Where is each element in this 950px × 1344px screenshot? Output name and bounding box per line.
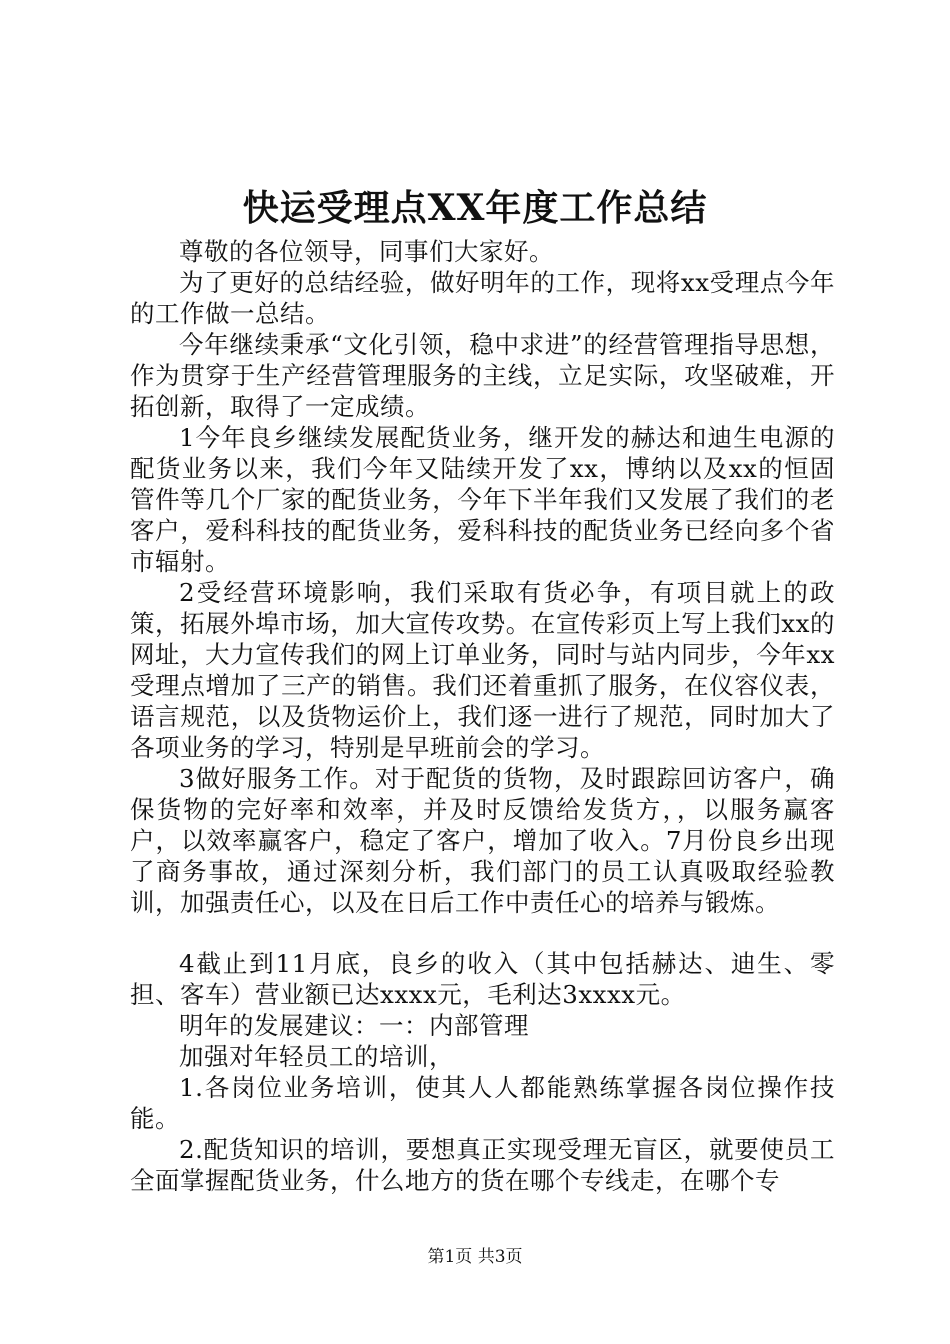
paragraph-intro: 为了更好的总结经验，做好明年的工作，现将xx受理点今年的工作做一总结。 [130,268,835,328]
paragraph-point-1: 1今年良乡继续发展配货业务，继开发的赫达和迪生电源的配货业务以来，我们今年又陆续开发了xx，博纳以及xx的恒固管件等几个厂家的配货业务，今年下半年我们又发展了我们的老客户，爱科科技的配货业务，爱科科技的配货业务已经向多个省市辐射。 [130,423,835,576]
paragraph-point-4: 4截止到11月底，良乡的收入（其中包括赫达、迪生、零担、客车）营业额已达xxxx元，毛利达3xxxx元。 [130,949,835,1009]
paragraph-training-1: 1.各岗位业务培训，使其人人都能熟练掌握各岗位操作技能。 [130,1073,835,1133]
document-body [130,236,835,1196]
paragraph-suggestion-heading: 明年的发展建议：一：内部管理 [179,1011,529,1040]
paragraph-training: 加强对年轻员工的培训， [179,1042,454,1071]
paragraph-point-2: 2受经营环境影响，我们采取有货必争，有项目就上的政策，拓展外埠市场，加大宣传攻势。在宣传彩页上写上我们xx的网址，大力宣传我们的网上订单业务，同时与站内同步，今年xx受理点增加了三产的销售。我们还着重抓了服务，在仪容仪表，语言规范，以及货物运价上，我们逐一进行了规范，同时加大了各项业务的学习，特别是早班前会的学习。 [130,578,835,762]
paragraph-guiding-idea: 今年继续秉承“文化引领，稳中求进”的经营管理指导思想，作为贯穿于生产经营管理服务的主线，立足实际，攻坚破难，开拓创新，取得了一定成绩。 [130,330,835,421]
paragraph-greeting: 尊敬的各位领导，同事们大家好。 [179,237,554,266]
page-footer: 第1页 共3页 [427,1247,523,1267]
document-title: 快运受理点XX年度工作总结 [242,187,708,229]
paragraph-point-3: 3做好服务工作。对于配货的货物，及时跟踪回访客户，确保货物的完好率和效率，并及时反馈给发货方，，以服务赢客户，以效率赢客户，稳定了客户，增加了收入。7月份良乡出现了商务事故，通过深刻分析，我们部门的员工认真吸取经验教训，加强责任心，以及在日后工作中责任心的培养与锻炼。 [130,764,835,917]
paragraph-training-2: 2.配货知识的培训，要想真正实现受理无盲区，就要使员工全面掌握配货业务，什么地方的货在哪个专线走，在哪个专 [130,1135,835,1195]
